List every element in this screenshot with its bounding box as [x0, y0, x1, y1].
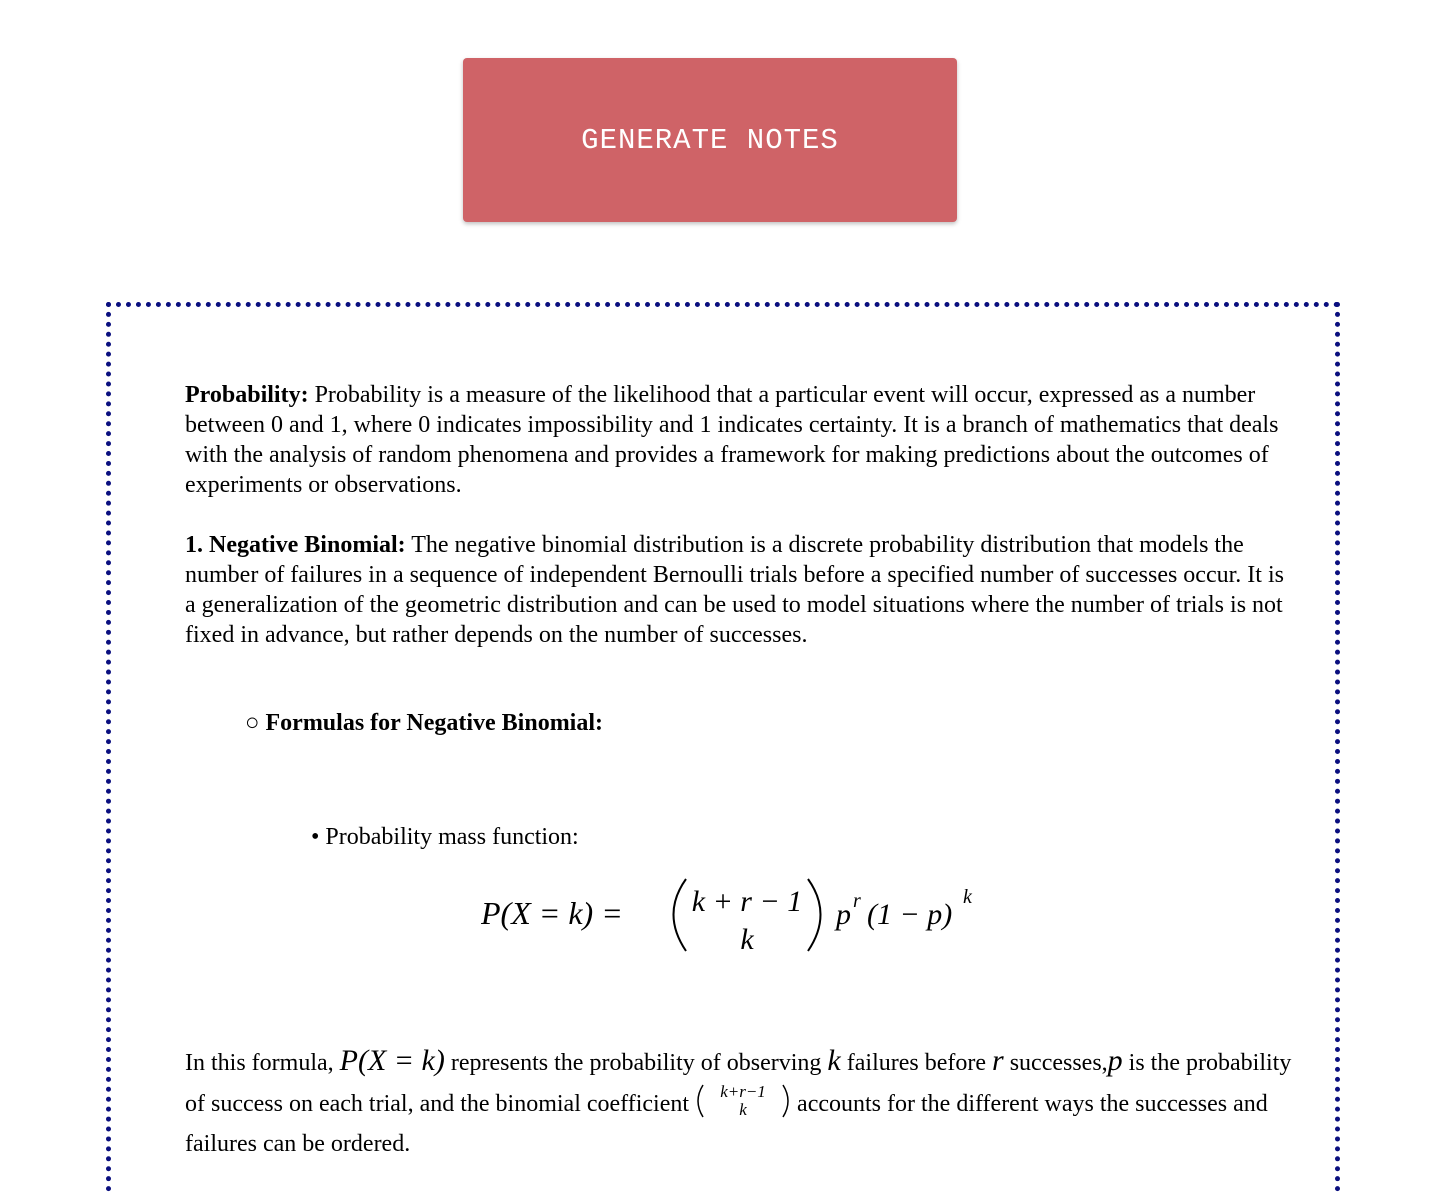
inline-binomial: [695, 1083, 791, 1119]
negative-binomial-term: 1. Negative Binomial:: [185, 532, 406, 558]
binom-left-paren: [674, 879, 687, 951]
explain-text-1: In this formula,: [185, 1050, 334, 1076]
probability-text: Probability is a measure of the likelihood that a particular event will occur, expressed as a number between 0 and 1, where 0 indicates impossibility and 1 indicates certainty. It is a branch of mathematics that deals with the analysis of random phenomena and provides a framework for making predictions about the outcomes of experiments or observations.: [185, 382, 1279, 498]
formula-explanation: [185, 1041, 1295, 1164]
formula-p: p: [836, 898, 851, 931]
formula-k-exponent: k: [963, 886, 972, 908]
explain-text-3: failures before: [846, 1050, 987, 1076]
explain-text-2: represents the probability of observing: [450, 1050, 822, 1076]
explain-math-r: r: [992, 1044, 1004, 1077]
negative-binomial-paragraph: [185, 530, 1285, 650]
pmf-formula: [481, 869, 1001, 959]
binom-bottom: k: [740, 923, 754, 956]
explain-math-p: p: [1107, 1044, 1123, 1077]
binom-top: k + r − 1: [691, 885, 803, 918]
probability-paragraph: [185, 380, 1285, 500]
disc-bullet-icon: •: [311, 824, 320, 850]
formulas-heading-text: Formulas for Negative Binomial:: [265, 710, 604, 736]
formula-r-exponent: r: [853, 890, 861, 912]
explain-text-5: is the probability of success on each trial, and the binomial coefficient: [185, 1050, 1292, 1117]
inline-binom-left-paren: [698, 1085, 703, 1117]
binom-right-paren: [808, 879, 821, 951]
probability-term: Probability:: [185, 382, 309, 408]
formula-lhs: P(X = k) =: [481, 895, 623, 931]
formulas-heading: [245, 708, 603, 738]
circle-bullet-icon: ○: [245, 710, 260, 736]
inline-binom-bottom: k: [739, 1100, 747, 1119]
negative-binomial-text: The negative binomial distribution is a discrete probability distribution that models the number of failures in a sequence of independent Bernoulli trials before a specified number of successes occur. It is a generalization of the geometric distribution and can be used to model situations where the number of trials is not fixed in advance, but rather depends on the number of successes.: [185, 532, 1284, 648]
pmf-label: Probability mass function:: [325, 824, 579, 850]
formula-paren-term: (1 − p): [867, 898, 953, 931]
generate-notes-button[interactable]: GENERATE NOTES: [463, 58, 957, 222]
inline-binom-top: k+r−1: [720, 1083, 766, 1101]
pmf-bullet: [311, 822, 579, 852]
explain-text-6: accounts for the different ways the successes and failures can be ordered.: [185, 1091, 1268, 1157]
notes-panel: [106, 302, 1340, 1192]
inline-binom-right-paren: [783, 1085, 788, 1117]
explain-math-k: k: [827, 1044, 841, 1077]
explain-text-4: successes,: [1009, 1050, 1108, 1076]
explain-math-pxk: P(X = k): [339, 1044, 445, 1077]
